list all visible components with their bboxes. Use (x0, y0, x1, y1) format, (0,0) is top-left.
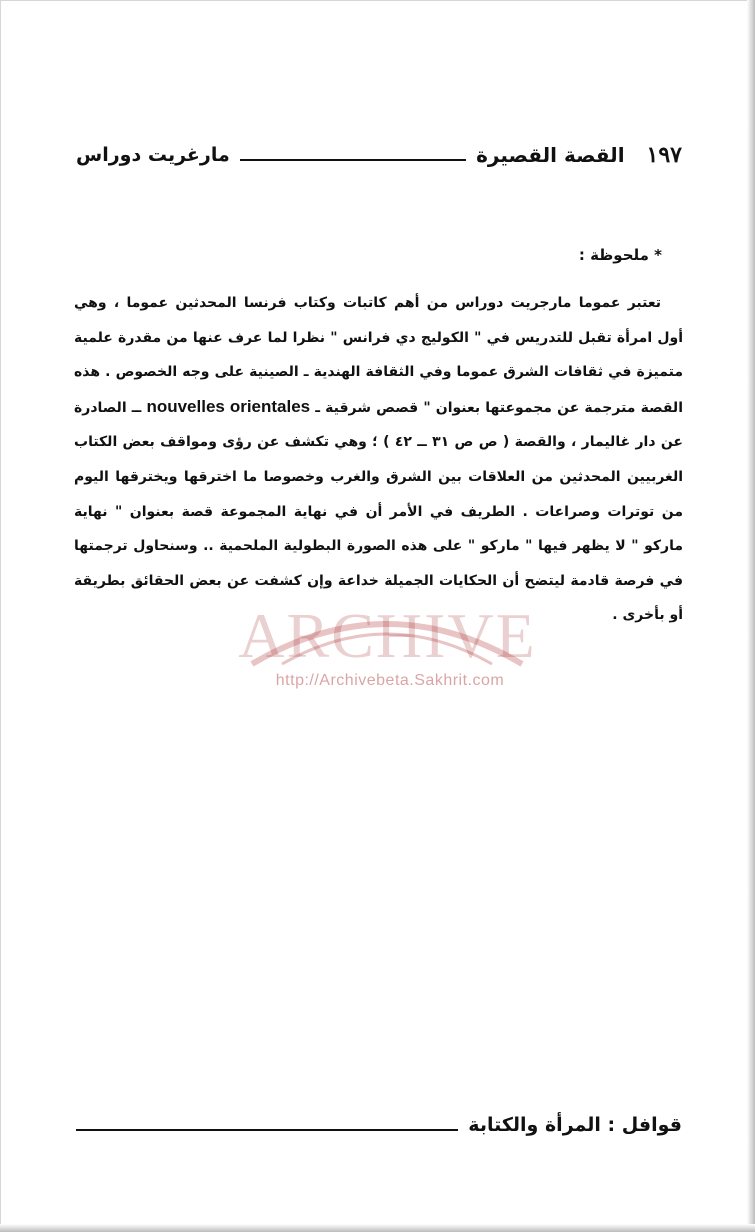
archive-watermark-url: http://Archivebeta.Sakhrit.com (275, 672, 505, 689)
footer-rule (76, 1129, 458, 1131)
running-footer (76, 1110, 682, 1140)
section-title: القصة القصيرة (476, 143, 625, 167)
running-header (76, 138, 682, 172)
page-shadow-bottom (0, 1224, 755, 1232)
note-heading: * ملحوظة : (578, 246, 662, 264)
archive-watermark-text: ARCHIVE (238, 600, 537, 671)
latin-term: nouvelles orientales (146, 396, 311, 416)
page-number: ١٩٧ (646, 142, 682, 168)
note-text-part-2: ــ الصادرة عن دار غاليمار ، والقصة ( ص ص ٣١ ــ ٤٢ ) ؛ وهي تكشف عن رؤى ومواقف بعض الكتاب الغربيين المحدثين من العلاقات بين الشرق والغرب وخصوصا ما اخترقها ويخترقها اليوم من توترات وصراعات . الطريف في الأمر أن في نهاية المجموعة قصة بعنوان " نهاية ماركو " لا يظهر فيها " ماركو " على هذه الصورة البطولية الملحمية .. وسنحاول ترجمتها في فرصة قادمة ليتضح أن الحكايات الجميلة خداعة وإن كشفت عن بعض الحقائق بطريقة أو بأخرى . (74, 399, 683, 624)
header-rule (240, 159, 466, 161)
note-paragraph (74, 286, 683, 633)
author-name: مارغريت دوراس (76, 144, 230, 166)
note-text-part-1: تعتبر عموما مارجريت دوراس من أهم كاتبات وكتاب فرنسا المحدثين عموما ، وهي أول امرأة تقبل للتدريس في " الكوليج دي فرانس " نظرا لما عرف عنها من مقدرة علمية متميزة في ثقافات الشرق عموما وفي الثقافة الهندية ـ الصينية على وجه الخصوص . هذه القصة مترجمة عن مجموعتها بعنوان " قصص شرقية ـ (74, 295, 683, 416)
page-shadow-right (747, 0, 755, 1232)
journal-name: قوافل : المرأة والكتابة (468, 1114, 682, 1136)
